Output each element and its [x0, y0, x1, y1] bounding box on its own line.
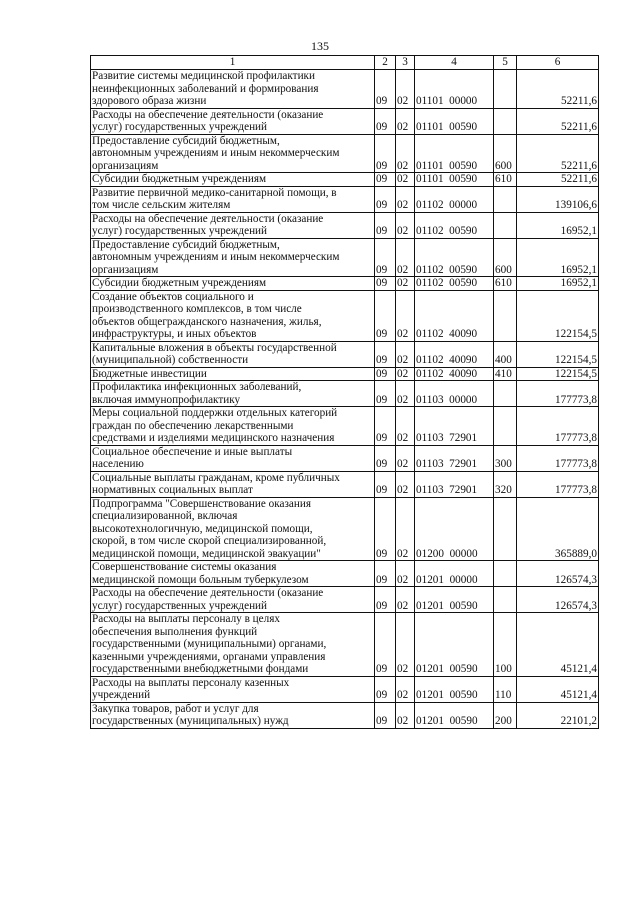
target-item-code-cell: 01103 00000	[415, 381, 494, 407]
table-row	[91, 70, 599, 109]
subsection-code-cell: 02	[396, 587, 415, 613]
expense-type-cell: 610	[494, 277, 517, 291]
amount-cell: 52211,6	[517, 134, 599, 173]
expense-type-cell: 300	[494, 445, 517, 471]
subsection-code-cell: 02	[396, 212, 415, 238]
target-item-code-cell: 01201 00000	[415, 561, 494, 587]
table-row	[91, 290, 599, 341]
row-name-cell: Бюджетные инвестиции	[91, 367, 375, 381]
row-name-cell: Социальное обеспечение и иные выплаты населению	[91, 445, 375, 471]
subsection-code-cell: 02	[396, 367, 415, 381]
table-body	[91, 70, 599, 729]
table-row	[91, 134, 599, 173]
section-code-cell: 09	[375, 173, 396, 187]
section-code-cell: 09	[375, 186, 396, 212]
amount-cell: 177773,8	[517, 471, 599, 497]
target-item-code-cell: 01200 00000	[415, 497, 494, 561]
target-item-code-cell: 01201 00590	[415, 613, 494, 677]
row-name-cell: Меры социальной поддержки отдельных категорий граждан по обеспечению лекарственными средствами и изделиями медицинского назначения	[91, 407, 375, 446]
expense-type-cell: 100	[494, 613, 517, 677]
expense-type-cell	[494, 108, 517, 134]
row-name-cell: Развитие первичной медико-санитарной помощи, в том числе сельским жителям	[91, 186, 375, 212]
target-item-code-cell: 01201 00590	[415, 702, 494, 728]
table-row	[91, 561, 599, 587]
amount-cell: 177773,8	[517, 407, 599, 446]
section-code-cell: 09	[375, 497, 396, 561]
amount-cell: 177773,8	[517, 445, 599, 471]
table-row	[91, 676, 599, 702]
section-code-cell: 09	[375, 70, 396, 109]
table-row	[91, 186, 599, 212]
section-code-cell: 09	[375, 587, 396, 613]
expense-type-cell: 410	[494, 367, 517, 381]
column-header: 3	[396, 56, 415, 70]
amount-cell: 177773,8	[517, 381, 599, 407]
table-row	[91, 367, 599, 381]
subsection-code-cell: 02	[396, 445, 415, 471]
row-name-cell: Расходы на выплаты персоналу казенных учреждений	[91, 676, 375, 702]
section-code-cell: 09	[375, 471, 396, 497]
expense-type-cell	[494, 186, 517, 212]
expense-type-cell: 610	[494, 173, 517, 187]
section-code-cell: 09	[375, 702, 396, 728]
amount-cell: 45121,4	[517, 676, 599, 702]
amount-cell: 22101,2	[517, 702, 599, 728]
header-row	[91, 56, 599, 70]
section-code-cell: 09	[375, 445, 396, 471]
subsection-code-cell: 02	[396, 613, 415, 677]
target-item-code-cell: 01102 40090	[415, 367, 494, 381]
row-name-cell: Подпрограмма "Совершенствование оказания специализированной, включая высокотехнологичную, медицинской помощи, скорой, в том числе скорой специализированной, медицинской помощи, медицинской эвакуации"	[91, 497, 375, 561]
subsection-code-cell: 02	[396, 108, 415, 134]
table-row	[91, 381, 599, 407]
section-code-cell: 09	[375, 613, 396, 677]
row-name-cell: Капитальные вложения в объекты государственной (муниципальной) собственности	[91, 341, 375, 367]
expense-type-cell	[494, 381, 517, 407]
row-name-cell: Предоставление субсидий бюджетным, автономным учреждениям и иным некоммерческим организациям	[91, 134, 375, 173]
table-row	[91, 173, 599, 187]
subsection-code-cell: 02	[396, 238, 415, 277]
subsection-code-cell: 02	[396, 290, 415, 341]
expense-type-cell	[494, 407, 517, 446]
row-name-cell: Закупка товаров, работ и услуг для государственных (муниципальных) нужд	[91, 702, 375, 728]
target-item-code-cell: 01102 00590	[415, 277, 494, 291]
row-name-cell: Субсидии бюджетным учреждениям	[91, 173, 375, 187]
table-row	[91, 702, 599, 728]
amount-cell: 122154,5	[517, 341, 599, 367]
amount-cell: 365889,0	[517, 497, 599, 561]
target-item-code-cell: 01101 00000	[415, 70, 494, 109]
row-name-cell: Расходы на выплаты персоналу в целях обеспечения выполнения функций государственными (муниципальными) органами, казенными учреждениями, органами управления государственными внебюджетными фондами	[91, 613, 375, 677]
table-row	[91, 445, 599, 471]
row-name-cell: Социальные выплаты гражданам, кроме публичных нормативных социальных выплат	[91, 471, 375, 497]
amount-cell: 16952,1	[517, 238, 599, 277]
table-row	[91, 471, 599, 497]
section-code-cell: 09	[375, 367, 396, 381]
subsection-code-cell: 02	[396, 702, 415, 728]
column-header: 6	[517, 56, 599, 70]
expense-type-cell: 110	[494, 676, 517, 702]
row-name-cell: Профилактика инфекционных заболеваний, включая иммунопрофилактику	[91, 381, 375, 407]
subsection-code-cell: 02	[396, 561, 415, 587]
expense-type-cell: 400	[494, 341, 517, 367]
row-name-cell: Расходы на обеспечение деятельности (оказание услуг) государственных учреждений	[91, 587, 375, 613]
table-row	[91, 238, 599, 277]
section-code-cell: 09	[375, 290, 396, 341]
table-row	[91, 277, 599, 291]
column-header: 5	[494, 56, 517, 70]
section-code-cell: 09	[375, 341, 396, 367]
subsection-code-cell: 02	[396, 381, 415, 407]
section-code-cell: 09	[375, 238, 396, 277]
row-name-cell: Развитие системы медицинской профилактики неинфекционных заболеваний и формирования здорового образа жизни	[91, 70, 375, 109]
amount-cell: 126574,3	[517, 587, 599, 613]
section-code-cell: 09	[375, 277, 396, 291]
section-code-cell: 09	[375, 676, 396, 702]
subsection-code-cell: 02	[396, 676, 415, 702]
subsection-code-cell: 02	[396, 134, 415, 173]
row-name-cell: Создание объектов социального и производственного комплексов, в том числе объектов общегражданского назначения, жилья, инфраструктуры, и иных объектов	[91, 290, 375, 341]
target-item-code-cell: 01102 00000	[415, 186, 494, 212]
row-name-cell: Расходы на обеспечение деятельности (оказание услуг) государственных учреждений	[91, 108, 375, 134]
subsection-code-cell: 02	[396, 186, 415, 212]
amount-cell: 16952,1	[517, 212, 599, 238]
table-row	[91, 341, 599, 367]
budget-table	[90, 55, 599, 729]
row-name-cell: Совершенствование системы оказания медицинской помощи больным туберкулезом	[91, 561, 375, 587]
amount-cell: 45121,4	[517, 613, 599, 677]
target-item-code-cell: 01201 00590	[415, 587, 494, 613]
target-item-code-cell: 01102 00590	[415, 212, 494, 238]
amount-cell: 122154,5	[517, 367, 599, 381]
expense-type-cell: 320	[494, 471, 517, 497]
row-name-cell: Предоставление субсидий бюджетным, автономным учреждениям и иным некоммерческим организациям	[91, 238, 375, 277]
target-item-code-cell: 01101 00590	[415, 108, 494, 134]
expense-type-cell: 600	[494, 134, 517, 173]
expense-type-cell: 600	[494, 238, 517, 277]
section-code-cell: 09	[375, 108, 396, 134]
subsection-code-cell: 02	[396, 277, 415, 291]
amount-cell: 139106,6	[517, 186, 599, 212]
row-name-cell: Расходы на обеспечение деятельности (оказание услуг) государственных учреждений	[91, 212, 375, 238]
expense-type-cell	[494, 587, 517, 613]
column-header: 1	[91, 56, 375, 70]
section-code-cell: 09	[375, 381, 396, 407]
target-item-code-cell: 01102 00590	[415, 238, 494, 277]
subsection-code-cell: 02	[396, 407, 415, 446]
target-item-code-cell: 01103 72901	[415, 445, 494, 471]
amount-cell: 52211,6	[517, 108, 599, 134]
target-item-code-cell: 01103 72901	[415, 407, 494, 446]
target-item-code-cell: 01103 72901	[415, 471, 494, 497]
expense-type-cell	[494, 497, 517, 561]
expense-type-cell	[494, 70, 517, 109]
amount-cell: 16952,1	[517, 277, 599, 291]
amount-cell: 52211,6	[517, 173, 599, 187]
table-row	[91, 613, 599, 677]
subsection-code-cell: 02	[396, 497, 415, 561]
target-item-code-cell: 01101 00590	[415, 134, 494, 173]
target-item-code-cell: 01101 00590	[415, 173, 494, 187]
target-item-code-cell: 01102 40090	[415, 341, 494, 367]
expense-type-cell	[494, 290, 517, 341]
table-row	[91, 497, 599, 561]
section-code-cell: 09	[375, 212, 396, 238]
expense-type-cell: 200	[494, 702, 517, 728]
section-code-cell: 09	[375, 407, 396, 446]
expense-type-cell	[494, 561, 517, 587]
row-name-cell: Субсидии бюджетным учреждениям	[91, 277, 375, 291]
page-number: 135	[311, 39, 329, 53]
column-header: 4	[415, 56, 494, 70]
subsection-code-cell: 02	[396, 70, 415, 109]
section-code-cell: 09	[375, 134, 396, 173]
amount-cell: 122154,5	[517, 290, 599, 341]
table-row	[91, 212, 599, 238]
subsection-code-cell: 02	[396, 341, 415, 367]
subsection-code-cell: 02	[396, 471, 415, 497]
expense-type-cell	[494, 212, 517, 238]
subsection-code-cell: 02	[396, 173, 415, 187]
table-row	[91, 587, 599, 613]
target-item-code-cell: 01201 00590	[415, 676, 494, 702]
table-row	[91, 108, 599, 134]
amount-cell: 52211,6	[517, 70, 599, 109]
table-row	[91, 407, 599, 446]
target-item-code-cell: 01102 40090	[415, 290, 494, 341]
amount-cell: 126574,3	[517, 561, 599, 587]
column-header: 2	[375, 56, 396, 70]
section-code-cell: 09	[375, 561, 396, 587]
